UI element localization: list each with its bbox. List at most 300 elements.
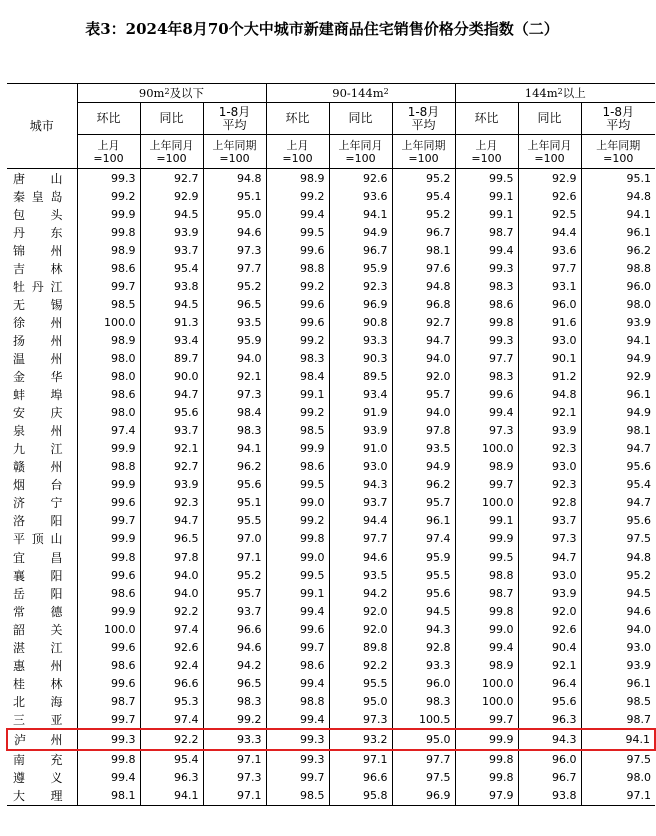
city-name: 秦皇岛 [13,189,63,204]
city-name: 襄阳 [13,568,63,583]
index-value: 91.9 [329,404,392,422]
index-value: 95.5 [392,566,455,584]
index-value: 94.8 [581,187,655,205]
index-value: 99.5 [266,223,329,241]
index-value: 99.2 [203,710,266,729]
city-name: 湛江 [13,640,63,655]
index-value: 95.8 [329,787,392,806]
index-value: 99.8 [455,602,518,620]
index-value: 92.9 [518,169,581,188]
index-value: 92.0 [392,368,455,386]
group-header-over-144: $144m^2$以上 [455,84,655,103]
table-row [7,169,655,188]
index-value: 95.5 [329,674,392,692]
index-value: 98.7 [455,584,518,602]
table-row [7,368,655,386]
index-value: 94.3 [392,620,455,638]
index-value: 90.3 [329,349,392,367]
index-value: 99.7 [77,277,140,295]
table-row [7,404,655,422]
index-value: 99.8 [77,750,140,769]
index-value: 99.7 [77,512,140,530]
city-name: 丹东 [13,225,63,240]
index-value: 94.6 [581,602,655,620]
index-value: 92.2 [329,656,392,674]
index-value: 99.7 [266,638,329,656]
city-name: 安庆 [13,406,63,421]
ytd-avg-header: 1-8月 平均 [203,103,266,135]
index-value: 99.9 [77,602,140,620]
index-value: 92.1 [203,368,266,386]
index-value: 98.6 [455,295,518,313]
index-value: 99.4 [266,710,329,729]
city-column-header: 城市 [7,84,77,169]
index-value: 92.5 [518,205,581,223]
table-row [7,548,655,566]
index-value: 99.4 [455,638,518,656]
index-value: 95.9 [203,331,266,349]
city-name: 金华 [13,370,63,385]
table-row [7,530,655,548]
index-value: 95.0 [329,692,392,710]
index-value: 97.3 [329,710,392,729]
yoy-header: 同比 [140,103,203,135]
index-value: 99.6 [77,638,140,656]
table-row [7,602,655,620]
index-value: 94.0 [140,566,203,584]
table-row [7,769,655,787]
index-value: 95.2 [392,205,455,223]
city-name: 韶关 [13,622,63,637]
index-value: 96.0 [518,750,581,769]
index-value: 99.1 [266,584,329,602]
index-value: 95.6 [581,512,655,530]
index-value: 93.4 [329,386,392,404]
index-value: 96.0 [392,674,455,692]
index-value: 98.5 [581,692,655,710]
index-value: 98.9 [266,169,329,188]
city-name: 温州 [13,351,63,366]
index-value: 98.4 [266,368,329,386]
index-value: 93.0 [518,458,581,476]
index-value: 93.7 [518,512,581,530]
index-value: 94.2 [329,584,392,602]
index-value: 95.6 [392,584,455,602]
index-value: 99.6 [77,494,140,512]
mom-header: 环比 [77,103,140,135]
index-value: 94.6 [329,548,392,566]
index-value: 93.5 [203,313,266,331]
index-value: 100.0 [455,674,518,692]
index-value: 91.0 [329,440,392,458]
city-name: 南充 [13,753,63,768]
price-index-table [6,83,656,806]
index-value: 94.1 [581,729,655,749]
index-value: 93.9 [140,223,203,241]
yoy-header: 同比 [329,103,392,135]
index-value: 90.4 [518,638,581,656]
index-value: 91.3 [140,313,203,331]
index-value: 99.8 [455,313,518,331]
table-row [7,458,655,476]
index-value: 93.9 [329,422,392,440]
index-value: 92.0 [518,602,581,620]
index-value: 98.9 [455,458,518,476]
index-value: 99.3 [266,750,329,769]
table-row [7,584,655,602]
index-value: 96.5 [140,530,203,548]
index-value: 96.6 [329,769,392,787]
table-row [7,349,655,367]
index-value: 93.3 [203,729,266,749]
index-value: 99.8 [455,750,518,769]
index-value: 95.1 [203,187,266,205]
index-value: 99.6 [266,295,329,313]
index-value: 99.4 [455,404,518,422]
index-value: 98.8 [266,692,329,710]
index-value: 99.2 [266,404,329,422]
index-value: 97.8 [392,422,455,440]
index-value: 93.7 [140,422,203,440]
index-value: 96.2 [581,241,655,259]
index-value: 98.6 [77,259,140,277]
index-value: 97.7 [392,750,455,769]
index-value: 93.0 [518,566,581,584]
index-value: 97.3 [203,241,266,259]
table-row [7,422,655,440]
index-value: 98.5 [266,787,329,806]
index-value: 97.1 [581,787,655,806]
index-value: 99.0 [266,494,329,512]
index-value: 96.7 [329,241,392,259]
index-value: 92.7 [140,458,203,476]
yoy-header: 同比 [518,103,581,135]
index-value: 99.3 [455,331,518,349]
index-value: 92.3 [140,494,203,512]
group-header-90-144: $90-144m^2$ [266,84,455,103]
index-value: 98.8 [266,259,329,277]
index-value: 92.8 [518,494,581,512]
index-value: 99.2 [77,187,140,205]
index-value: 99.5 [455,548,518,566]
index-value: 95.4 [392,187,455,205]
index-value: 95.0 [203,205,266,223]
index-value: 92.7 [392,313,455,331]
index-value: 99.4 [266,602,329,620]
city-name: 赣州 [13,460,63,475]
index-value: 99.3 [266,729,329,749]
index-value: 94.5 [140,295,203,313]
index-value: 99.1 [266,386,329,404]
index-value: 89.7 [140,349,203,367]
index-value: 99.3 [455,259,518,277]
index-value: 99.7 [455,476,518,494]
table-row [7,277,655,295]
index-value: 94.4 [329,512,392,530]
index-value: 97.1 [203,548,266,566]
index-value: 96.7 [392,223,455,241]
index-value: 93.9 [518,422,581,440]
base-prev-year-period: 上年同期 =100 [392,135,455,169]
index-value: 98.8 [77,458,140,476]
city-name: 徐州 [13,315,63,330]
index-value: 98.3 [203,422,266,440]
table-row [7,512,655,530]
index-value: 99.6 [77,674,140,692]
table-row [7,205,655,223]
table-row [7,331,655,349]
index-value: 98.9 [455,656,518,674]
base-prev-month: 上月 =100 [266,135,329,169]
index-value: 99.8 [266,530,329,548]
index-value: 96.7 [518,769,581,787]
index-value: 97.7 [518,259,581,277]
index-value: 99.9 [266,440,329,458]
table-row [7,729,655,749]
index-value: 93.3 [392,656,455,674]
index-value: 89.8 [329,638,392,656]
index-value: 98.8 [581,259,655,277]
index-value: 92.3 [518,476,581,494]
index-value: 97.5 [392,769,455,787]
index-value: 95.3 [140,692,203,710]
index-value: 99.7 [455,710,518,729]
table-row [7,638,655,656]
index-value: 95.4 [140,750,203,769]
index-value: 99.6 [455,386,518,404]
index-value: 96.6 [203,620,266,638]
index-value: 95.9 [392,548,455,566]
table-row [7,566,655,584]
index-value: 99.5 [455,169,518,188]
index-value: 96.1 [581,674,655,692]
index-value: 99.4 [266,205,329,223]
index-value: 100.0 [455,494,518,512]
index-value: 94.7 [140,512,203,530]
index-value: 96.9 [329,295,392,313]
index-value: 99.5 [266,476,329,494]
index-value: 95.7 [392,386,455,404]
table-row [7,223,655,241]
index-value: 90.8 [329,313,392,331]
index-value: 94.8 [581,548,655,566]
index-value: 99.3 [77,169,140,188]
index-value: 94.1 [581,331,655,349]
index-value: 96.8 [392,295,455,313]
index-value: 93.9 [518,584,581,602]
index-value: 98.3 [392,692,455,710]
index-value: 98.7 [455,223,518,241]
index-value: 96.2 [392,476,455,494]
index-value: 98.0 [581,295,655,313]
index-value: 92.2 [140,729,203,749]
index-value: 92.0 [329,620,392,638]
city-name: 洛阳 [13,514,63,529]
index-value: 98.5 [266,422,329,440]
index-value: 93.0 [329,458,392,476]
index-value: 93.6 [329,187,392,205]
index-value: 99.6 [266,241,329,259]
index-value: 98.1 [77,787,140,806]
index-value: 98.0 [77,349,140,367]
index-value: 94.0 [140,584,203,602]
index-value: 95.6 [203,476,266,494]
base-prev-month: 上月 =100 [455,135,518,169]
index-value: 98.5 [77,295,140,313]
index-value: 93.5 [329,566,392,584]
base-prev-month: 上月 =100 [77,135,140,169]
city-name: 牡丹江 [13,279,63,294]
index-value: 98.4 [203,404,266,422]
index-value: 93.3 [329,331,392,349]
index-value: 98.6 [266,458,329,476]
index-value: 98.7 [581,710,655,729]
index-value: 92.9 [581,368,655,386]
index-value: 93.1 [518,277,581,295]
index-value: 97.4 [392,530,455,548]
index-value: 94.5 [392,602,455,620]
index-value: 99.7 [77,710,140,729]
table-row [7,440,655,458]
index-value: 98.0 [77,368,140,386]
index-value: 99.8 [77,548,140,566]
index-value: 90.0 [140,368,203,386]
index-value: 95.6 [140,404,203,422]
index-value: 97.7 [329,530,392,548]
index-value: 98.9 [77,241,140,259]
index-value: 94.9 [392,458,455,476]
index-value: 97.4 [77,422,140,440]
index-value: 97.3 [518,530,581,548]
index-value: 99.9 [77,476,140,494]
index-value: 94.6 [203,638,266,656]
index-value: 97.8 [140,548,203,566]
index-value: 93.4 [140,331,203,349]
city-name: 唐山 [13,171,63,186]
index-value: 98.6 [266,656,329,674]
ytd-avg-header: 1-8月 平均 [581,103,655,135]
index-value: 91.6 [518,313,581,331]
city-name: 平顶山 [13,532,63,547]
index-value: 99.9 [77,205,140,223]
index-value: 100.0 [455,692,518,710]
table-row [7,710,655,729]
index-value: 97.7 [203,259,266,277]
index-value: 94.2 [203,656,266,674]
index-value: 94.6 [203,223,266,241]
index-value: 93.7 [203,602,266,620]
price-index-table-container [6,83,651,806]
index-value: 94.0 [581,620,655,638]
index-value: 96.1 [392,512,455,530]
index-value: 98.6 [77,656,140,674]
index-value: 93.8 [518,787,581,806]
index-value: 92.1 [518,656,581,674]
index-value: 94.7 [392,331,455,349]
index-value: 98.3 [455,277,518,295]
index-value: 100.5 [392,710,455,729]
mom-header: 环比 [455,103,518,135]
index-value: 97.3 [203,769,266,787]
city-name: 烟台 [13,478,63,493]
index-value: 97.1 [203,787,266,806]
table-row [7,386,655,404]
index-value: 96.6 [140,674,203,692]
index-value: 94.7 [518,548,581,566]
index-value: 97.3 [203,386,266,404]
index-value: 99.6 [266,620,329,638]
index-value: 99.2 [266,331,329,349]
index-value: 96.5 [203,295,266,313]
city-name: 吉林 [13,261,63,276]
index-value: 93.7 [140,241,203,259]
index-value: 97.0 [203,530,266,548]
index-value: 93.2 [329,729,392,749]
index-value: 93.9 [581,656,655,674]
index-value: 95.9 [329,259,392,277]
group-header-under-90: $90m^2$及以下 [77,84,266,103]
city-name: 岳阳 [13,586,63,601]
table-row [7,494,655,512]
index-value: 93.0 [581,638,655,656]
index-value: 97.5 [581,530,655,548]
index-value: 97.5 [581,750,655,769]
index-value: 96.2 [203,458,266,476]
index-value: 91.2 [518,368,581,386]
index-value: 96.0 [518,295,581,313]
table-row [7,674,655,692]
index-value: 92.2 [140,602,203,620]
index-value: 93.9 [581,313,655,331]
index-value: 97.4 [140,620,203,638]
index-value: 99.8 [455,769,518,787]
index-value: 93.9 [140,476,203,494]
base-prev-year-month: 上年同月 =100 [329,135,392,169]
index-value: 99.2 [266,187,329,205]
index-value: 96.0 [581,277,655,295]
index-value: 94.5 [581,584,655,602]
index-value: 94.9 [581,349,655,367]
index-value: 96.1 [581,223,655,241]
index-value: 99.6 [77,566,140,584]
index-value: 94.8 [518,386,581,404]
table-row [7,241,655,259]
index-value: 98.1 [392,241,455,259]
index-value: 98.3 [266,349,329,367]
index-value: 93.7 [329,494,392,512]
city-name: 大理 [7,787,77,806]
city-name: 锦州 [13,243,63,258]
index-value: 94.7 [140,386,203,404]
index-value: 99.0 [266,548,329,566]
index-value: 99.9 [455,530,518,548]
index-value: 93.0 [518,331,581,349]
table-row [7,787,655,806]
index-value: 95.4 [581,476,655,494]
index-value: 99.8 [77,223,140,241]
index-value: 98.0 [581,769,655,787]
index-value: 95.7 [392,494,455,512]
city-name: 北海 [13,694,63,709]
index-value: 90.1 [518,349,581,367]
city-name: 济宁 [13,496,63,511]
index-value: 92.9 [140,187,203,205]
index-value: 94.1 [329,205,392,223]
index-value: 97.1 [329,750,392,769]
index-value: 94.8 [203,169,266,188]
index-value: 94.1 [581,205,655,223]
index-value: 92.6 [518,620,581,638]
